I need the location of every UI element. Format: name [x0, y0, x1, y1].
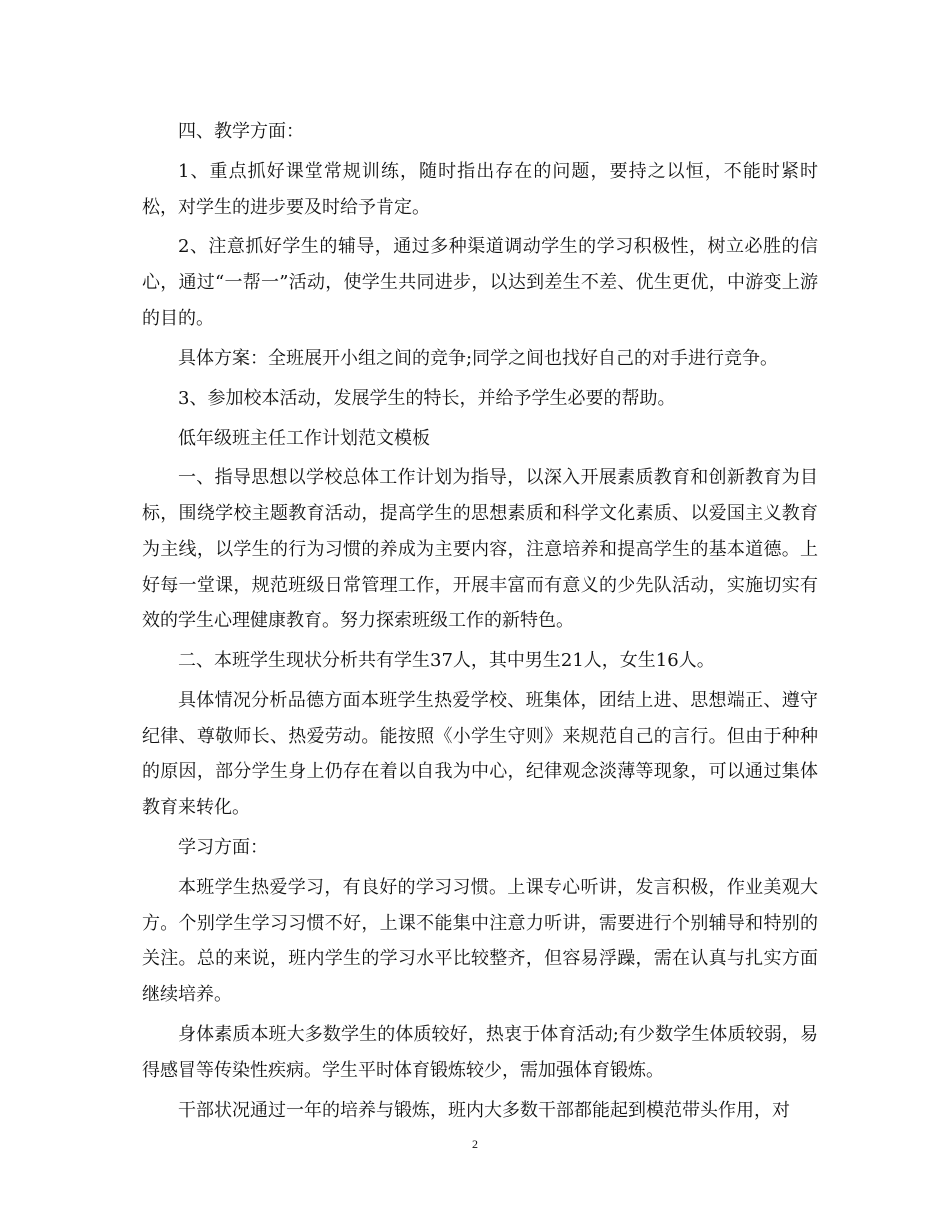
paragraph-school-activities: 3、参加校本活动，发展学生的特长，并给予学生必要的帮助。 — [178, 387, 676, 409]
page-number: 2 — [472, 1137, 478, 1151]
paragraph-guiding-ideology: 一、指导思想以学校总体工作计划为指导，以深入开展素质教育和创新教育为目标，围绕学校主题教育活动，提高学生的思想素质和科学文化素质、以爱国主义教育为主线，以学生的行为习惯的养成为主要内容，注意培养和提高学生的基本道德。上好每一堂课，规范班级日常管理工作，开展丰富而有意义的少先队活动，实施切实有效的学生心理健康教育。努力探索班级工作的新特色。 — [142, 467, 818, 632]
paragraph-moral-analysis: 具体情况分析品德方面本班学生热爱学校、班集体，团结上进、思想端正、遵守纪律、尊敬师长、热爱劳动。能按照《小学生守则》来规范自己的言行。但由于种种的原因，部分学生身上仍存在着以自我为中心，纪律观念淡薄等现象，可以通过集体教育来转化。 — [142, 690, 818, 819]
paragraph-specific-plan: 具体方案：全班展开小组之间的竞争;同学之间也找好自己的对手进行竞争。 — [178, 347, 779, 369]
paragraph-physical-quality: 身体素质本班大多数学生的体质较好，热衷于体育活动;有少数学生体质较弱，易得感冒等传染性疾病。学生平时体育锻炼较少，需加强体育锻炼。 — [142, 1023, 818, 1081]
section-title: 低年级班主任工作计划范文模板 — [178, 427, 430, 449]
paragraph-class-status: 二、本班学生现状分析共有学生37人，其中男生21人，女生16人。 — [178, 650, 715, 672]
paragraph-study-habits: 本班学生热爱学习，有良好的学习习惯。上课专心听讲，发言积极，作业美观大方。个别学生学习习惯不好，上课不能集中注意力听讲，需要进行个别辅导和特别的关注。总的来说，班内学生的学习水平比较整齐，但容易浮躁，需在认真与扎实方面继续培养。 — [142, 876, 818, 1006]
paragraph-cadre-status: 干部状况通过一年的培养与锻炼，班内大多数干部都能起到模范带头作用，对 — [178, 1099, 790, 1121]
heading-teaching: 四、教学方面： — [178, 121, 304, 142]
paragraph-tutoring: 2、注意抓好学生的辅导，通过多种渠道调动学生的学习积极性，树立必胜的信心，通过“一帮一”活动，使学生共同进步，以达到差生不差、优生更优，中游变上游的目的。 — [142, 236, 818, 329]
document-body — [142, 114, 818, 1132]
heading-study: 学习方面： — [178, 837, 268, 859]
paragraph-classroom-routine: 1、重点抓好课堂常规训练，随时指出存在的问题，要持之以恒，不能时紧时松，对学生的进步要及时给予肯定。 — [142, 160, 818, 218]
